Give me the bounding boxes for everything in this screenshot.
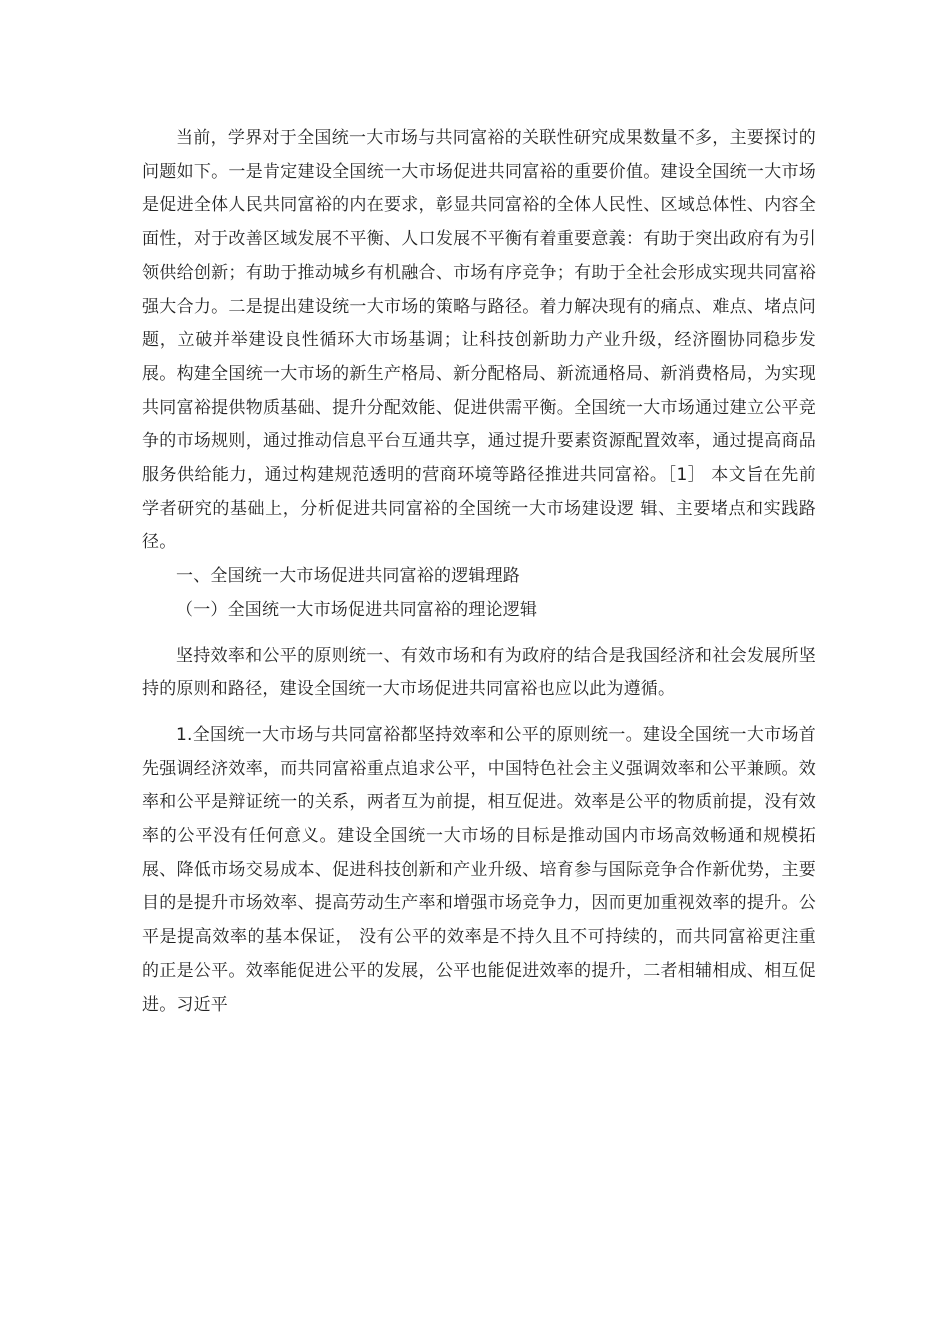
subsection-heading: （一）全国统一大市场促进共同富裕的理论逻辑 [176,599,538,620]
subsection-intro-paragraph: 坚持效率和公平的原则统一、有效市场和有为政府的结合是我国经济和社会发展所坚持的原则和路径，建设全国统一大市场促进共同富裕也应以此为遵循。 [142,645,816,700]
intro-paragraph: 当前，学界对于全国统一大市场与共同富裕的关联性研究成果数量不多，主要探讨的问题如下。一是肯定建设全国统一大市场促进共同富裕的重要价值。建设全国统一大市场是促进全体人民共同富裕的内在要求，彰显共同富裕的全体人民性、区域总体性、内容全面性，对于改善区域发展不平衡、人口发展不平衡有着重要意義：有助于突出政府有为引领供给创新；有助于推动城乡有机融合、市场有序竞争；有助于全社会形成实现共同富裕强大合力。二是提出建设统一大市场的策略与路径。着力解决现有的痛点、难点、堵点问题，立破并举建设良性循环大市场基调；让科技创新助力产业升级，经济圈协同稳步发展。构建全国统一大市场的新生产格局、新分配格局、新流通格局、新消费格局，为实现共同富裕提供物质基础、提升分配效能、促进供需平衡。全国统一大市场通过建立公平竞争的市场规则，通过推动信息平台互通共享，通过提升要素资源配置效率，通过提高商品服务供给能力，通过构建规范透明的营商环境等路径推进共同富裕。［1］ 本文旨在先前学者研究的基础上，分析促进共同富裕的全国统一大市场建设逻 辑、主要堵点和实践路径。 [142,128,816,553]
section-heading: 一、全国统一大市场促进共同富裕的逻辑理路 [176,566,520,587]
document-body [142,122,816,1022]
item-1-paragraph: 1.全国统一大市场与共同富裕都坚持效率和公平的原则统一。建设全国统一大市场首先强调经济效率，而共同富裕重点追求公平，中国特色社会主义强调效率和公平兼顾。效率和公平是辩证统一的关系，两者互为前提，相互促进。效率是公平的物质前提，没有效率的公平没有任何意义。建设全国统一大市场的目标是推动国内市场高效畅通和规模拓展、降低市场交易成本、促进科技创新和产业升级、培育参与国际竞争合作新优势，主要目的是提升市场效率、提高劳动生产率和增强市场竞争力，因而更加重视效率的提升。公平是提高效率的基本保证， 没有公平的效率是不持久且不可持续的，而共同富裕更注重的正是公平。效率能促进公平的发展，公平也能促进效率的提升，二者相辅相成、相互促进。习近平 [142,724,816,1015]
